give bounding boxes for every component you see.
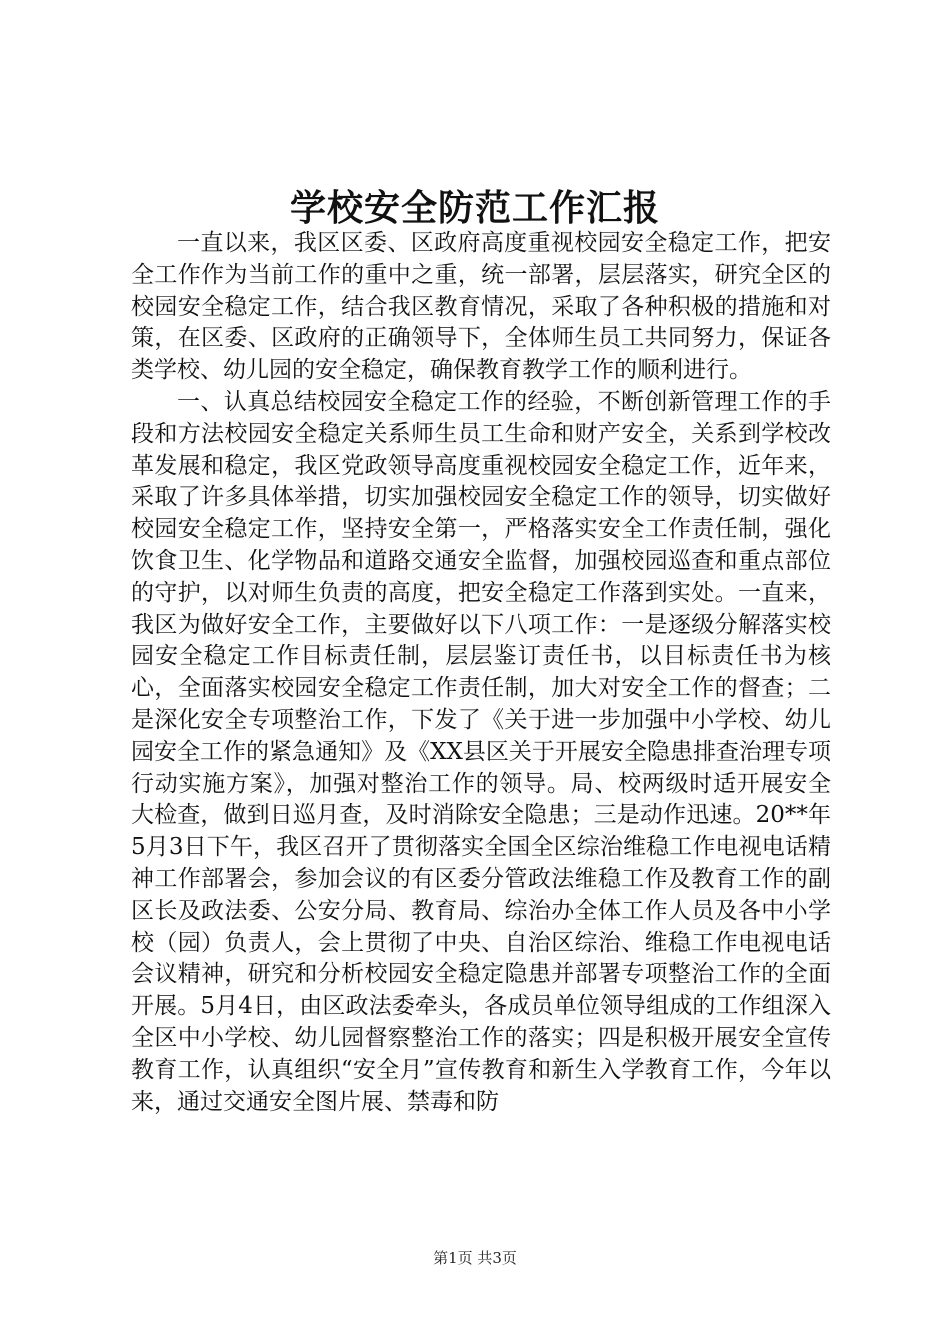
document-title: 学校安全防范工作汇报 (289, 187, 660, 229)
paragraph-section-one: 一、认真总结校园安全稳定工作的经验，不断创新管理工作的手段和方法校园安全稳定关系师生员工生命和财产安全，关系到学校改革发展和稳定，我区党政领导高度重视校园安全稳定工作，近年来，采取了许多具体举措，切实加强校园安全稳定工作的领导，切实做好校园安全稳定工作，坚持安全第一，严格落实安全工作责任制，强化饮食卫生、化学物品和道路交通安全监督，加强校园巡查和重点部位的守护，以对师生负责的高度，把安全稳定工作落到实处。一直来，我区为做好安全工作，主要做好以下八项工作：一是逐级分解落实校园安全稳定工作目标责任制，层层鉴订责任书，以目标责任书为核心，全面落实校园安全稳定工作责任制，加大对安全工作的督查；二是深化安全专项整治工作，下发了《关于进一步加强中小学校、幼儿园安全工作的紧急通知》及《XX县区关于开展安全隐患排查治理专项行动实施方案》，加强对整治工作的领导。局、校两级时适开展安全大检查，做到日巡月查，及时消除安全隐患；三是动作迅速。20**年5月3日下午，我区召开了贯彻落实全国全区综治维稳工作电视电话精神工作部署会，参加会议的有区委分管政法维稳工作及教育工作的副区长及政法委、公安分局、教育局、综治办全体工作人员及各中小学校（园）负责人，会上贯彻了中央、自治区综治、维稳工作电视电话会议精神，研究和分析校园安全稳定隐患并部署专项整治工作的全面开展。5月4日，由区政法委牵头，各成员单位领导组成的工作组深入全区中小学校、幼儿园督察整治工作的落实；四是积极开展安全宣传教育工作，认真组织“安全月”宣传教育和新生入学教育工作，今年以来，通过交通安全图片展、禁毒和防 (131, 388, 831, 1115)
document-body (131, 228, 831, 1118)
paragraph-intro: 一直以来，我区区委、区政府高度重视校园安全稳定工作，把安全工作作为当前工作的重中之重，统一部署，层层落实，研究全区的校园安全稳定工作，结合我区教育情况，采取了各种积极的措施和对策，在区委、区政府的正确领导下，全体师生员工共同努力，保证各类学校、幼儿园的安全稳定，确保教育教学工作的顺利进行。 (131, 230, 831, 384)
page-number-footer: 第1页 共3页 (433, 1249, 517, 1267)
